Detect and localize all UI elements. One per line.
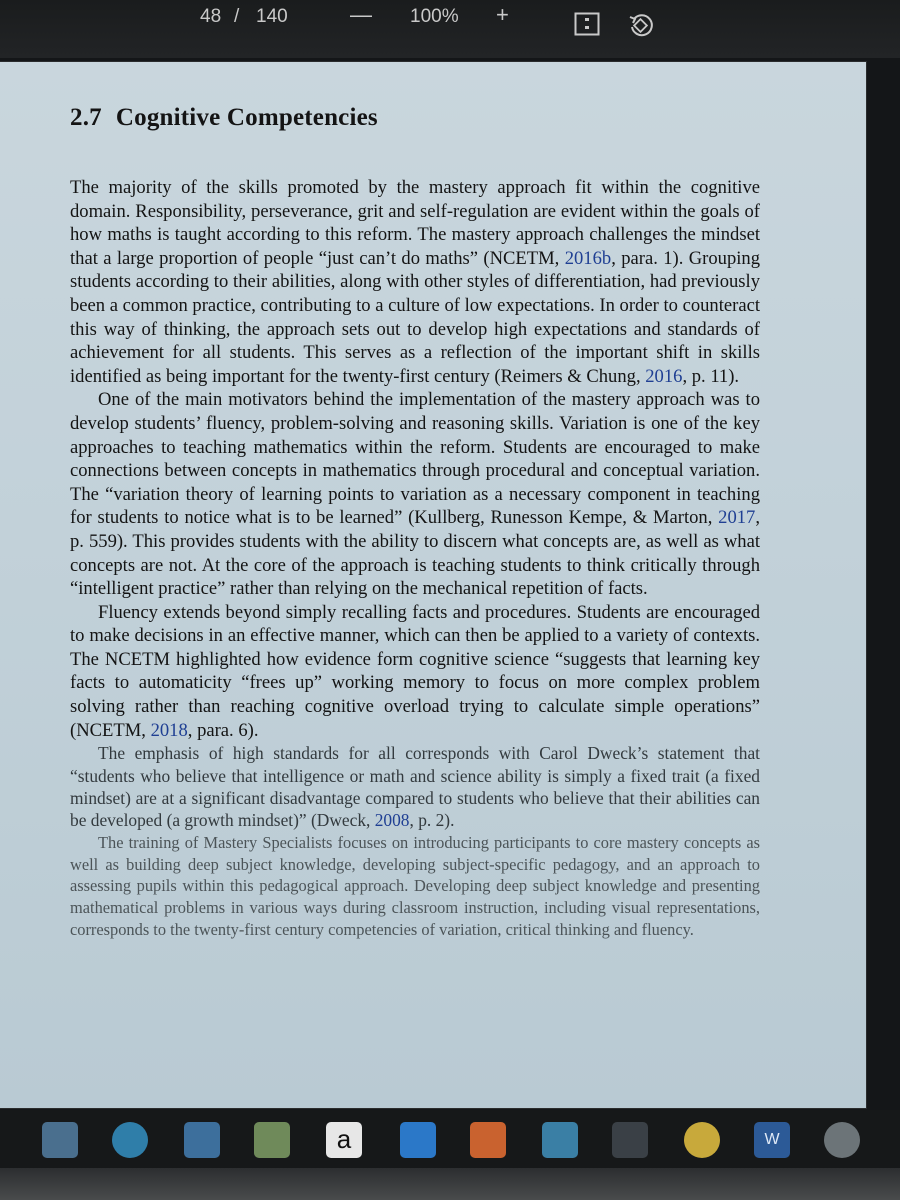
chrome-icon[interactable] [684,1122,720,1158]
paragraph-text: , p. 11). [682,365,740,387]
document-page [0,62,866,1108]
page-content [70,104,760,941]
page-number-input[interactable]: 48 [200,6,222,27]
citation-link[interactable]: 2016b [564,247,612,269]
citation-link[interactable]: 2008 [374,810,410,831]
zoom-level[interactable]: 100% [410,6,459,27]
dropbox-icon[interactable] [400,1122,436,1158]
paragraph-text: Fluency extends beyond simply recalling facts and procedures. Students are encouraged to make decisions in an effective manner, which can then be applied to a variety of contexts. The NCETM highlighted how evidence form cognitive science “suggests that learning key facts to automaticity “frees up” working memory to focus on more complex problem solving rather than reaching cognitive overload trying to calculate simple operations” (NCETM, [70,601,760,741]
fit-page-icon[interactable] [574,12,600,36]
amazon-icon[interactable]: a [326,1122,362,1158]
paragraph-2 [70,388,760,600]
page-separator: / [234,6,240,27]
paragraph-text: , p. 559). This provides students with the ability to discern what concepts are, as well as what concepts are not. At the core of the approach is teaching students to think critically through “intelligent practice” rather than relying on the mechanical repetition of facts. [70,507,760,600]
citation-link[interactable]: 2016 [645,365,683,387]
paragraph-1 [70,176,760,388]
citation-link[interactable]: 2017 [718,507,756,529]
app-icon[interactable] [824,1122,860,1158]
paragraph-4 [70,742,760,832]
word-icon[interactable]: W [754,1122,790,1158]
edge-icon[interactable] [112,1122,148,1158]
mail-icon[interactable] [184,1122,220,1158]
page-total: 140 [256,6,288,27]
section-number: 2.7 [70,104,102,131]
rotate-icon[interactable] [626,10,656,40]
section-title: Cognitive Competencies [115,104,378,131]
paragraph-5: The training of Mastery Specialists focuses on introducing participants to core mastery concepts as well as building deep subject knowledge, developing subject-specific pedagogy, and an approach to assessing pupils within this pedagogical approach. Developing deep subject knowledge and presenting mathematical problems in various ways during classroom instruction, including visual representations, corresponds to the twenty-first century competencies of variation, critical thinking and fluency. [70,832,760,940]
zoom-out-button[interactable]: — [350,2,372,27]
paragraph-text: , para. 1). Grouping students according to their abilities, along with other styles of differentiation, had previously been a common practice, contributing to a culture of low expectations. In order to counteract this way of thinking, the approach sets out to develop high expectations and standards of achievement for all students. This serves as a reflection of the important shift in skills identified as being important for the twenty-first century (Reimers & Chung, [70,247,760,387]
paragraph-text: , p. 2). [409,810,455,831]
laptop-bezel [0,1168,900,1200]
video-icon[interactable] [542,1122,578,1158]
store-icon[interactable] [254,1122,290,1158]
citation-link[interactable]: 2018 [150,719,188,741]
file-explorer-icon[interactable] [42,1122,78,1158]
zoom-in-button[interactable]: + [496,2,509,27]
code-icon[interactable] [612,1122,648,1158]
paragraph-3 [70,601,760,743]
paragraph-text: The majority of the skills promoted by the mastery approach fit within the cognitive domain. Responsibility, perseverance, grit and self-regulation are evident within the goals of how maths is taught according to this reform. The mastery approach challenges the mindset that a large proportion of people “just can’t do maths” (NCETM, [70,177,760,269]
section-heading [70,104,760,132]
paragraph-text: , para. 6). [187,719,259,741]
paragraph-text: The emphasis of high standards for all corresponds with Carol Dweck’s statement that “students who believe that intelligence or math and science ability is simply a fixed trait (a fixed mindset) are at a significant disadvantage compared to students who believe that their abilities can be developed (a growth mindset)” (Dweck, [70,743,760,831]
paragraph-text: One of the main motivators behind the implementation of the mastery approach was to develop students’ fluency, problem-solving and reasoning skills. Variation is one of the key approaches to teaching mathematics within the reform. Students are encouraged to make connections between concepts in mathematics through procedural and conceptual variation. The “variation theory of learning points to variation as a necessary component in teaching for students to notice what is to be learned” (Kullberg, Runesson Kempe, & Marton, [70,389,760,529]
office-icon[interactable] [470,1122,506,1158]
pdf-toolbar [0,0,900,58]
